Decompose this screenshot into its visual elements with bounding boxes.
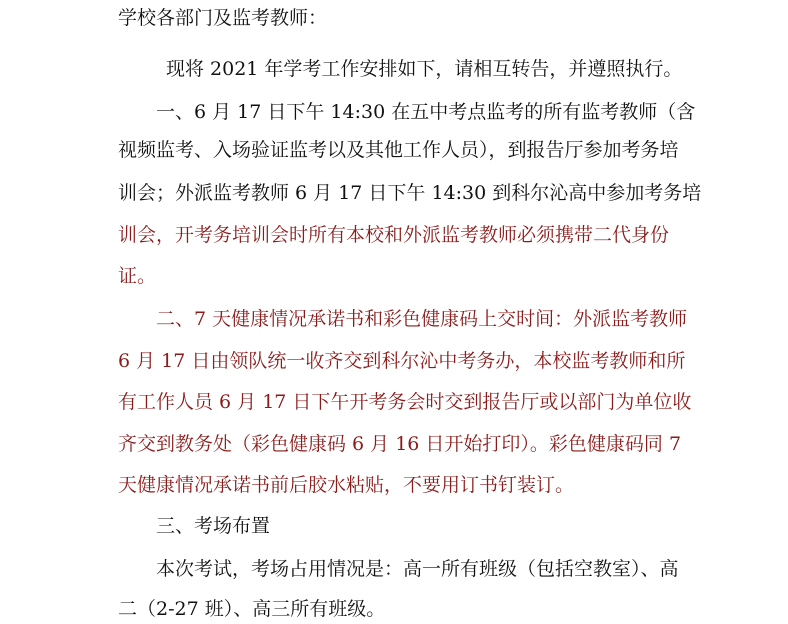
section-2-line: 齐交到教务处（彩色健康码 6 月 16 日开始打印）。彩色健康码同 7 xyxy=(118,433,682,455)
section-1-line: 训会，开考务培训会时所有本校和外派监考教师必须携带二代身份 xyxy=(118,224,670,246)
section-3-line: 二（2-27 班）、高三所有班级。 xyxy=(118,598,386,620)
section-1-line: 证。 xyxy=(118,265,157,287)
section-2-line: 二、7 天健康情况承诺书和彩色健康码上交时间：外派监考教师 xyxy=(156,308,688,330)
section-2-line: 天健康情况承诺书前后胶水粘贴，不要用订书钉装订。 xyxy=(118,474,575,496)
intro-paragraph: 现将 2021 年学考工作安排如下，请相互转告，并遵照执行。 xyxy=(166,58,683,80)
section-3-heading: 三、考场布置 xyxy=(156,515,271,537)
section-3-line: 本次考试，考场占用情况是：高一所有班级（包括空教室）、高 xyxy=(156,558,679,580)
section-1-line: 一、6 月 17 日下午 14:30 在五中考点监考的所有监考教师（含 xyxy=(156,101,696,123)
section-1-line: 视频监考、入场验证监考以及其他工作人员），到报告厅参加考务培 xyxy=(118,139,679,161)
section-2-line: 有工作人员 6 月 17 日下午开考务会时交到报告厅或以部门为单位收 xyxy=(118,391,692,413)
section-2-line: 6 月 17 日由领队统一收齐交到科尔沁中考务办，本校监考教师和所 xyxy=(118,350,686,372)
greeting: 学校各部门及监考教师： xyxy=(118,7,328,29)
section-1-line: 训会；外派监考教师 6 月 17 日下午 14:30 到科尔沁高中参加考务培 xyxy=(118,182,702,204)
